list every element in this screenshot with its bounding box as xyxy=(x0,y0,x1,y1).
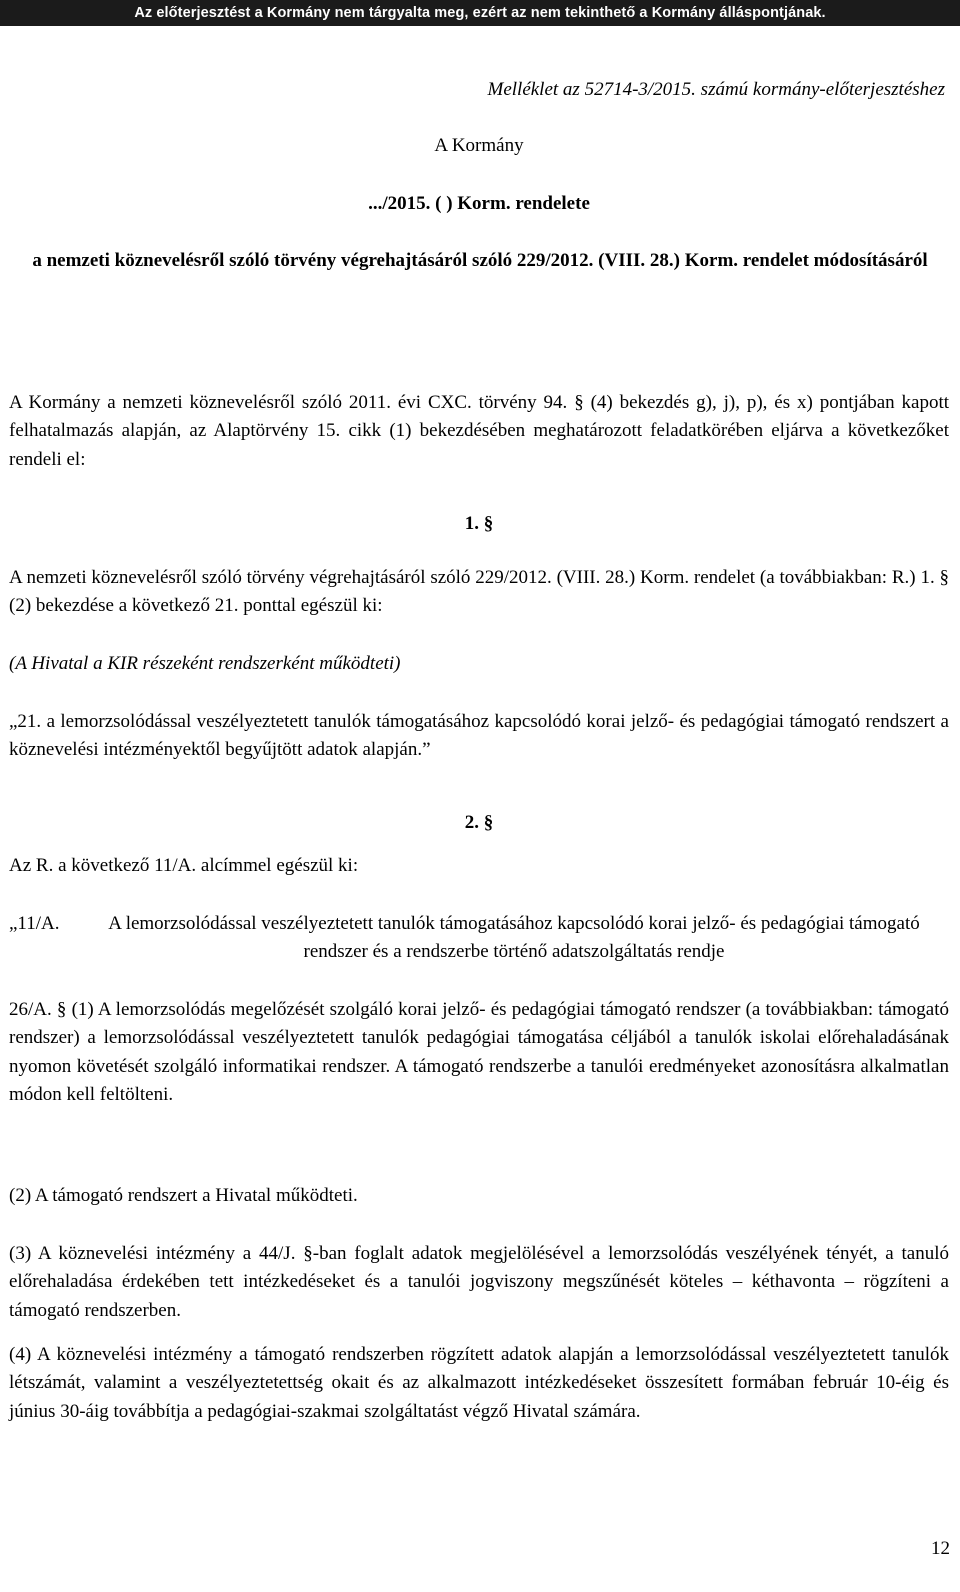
paragraph-26a-1: 26/A. § (1) A lemorzsolódás megelőzését szolgáló korai jelző- és pedagógiai támogató rendszer (a továbbiakban: támogató rendszer) a lemorzsolódással veszélyeztetett tanulók pedagógiai támogatása céljából a tanulók iskolai előrehaladásának nyomon követését szolgáló informatikai rendszer. A támogató rendszerbe a tanulói eredményeket azonosításra alkalmatlan módon kell feltölteni. xyxy=(9,999,949,1106)
preamble: A Kormány a nemzeti köznevelésről szóló 2011. évi CXC. törvény 94. § (4) bekezdés g), j), p), és x) pontjában kapott felhatalmazás alapján, az Alaptörvény 15. cikk (1) bekezdésében meghatározott feladatkörében eljárva a következőket rendeli el: xyxy=(9,392,949,470)
page-number: 12 xyxy=(931,1538,950,1559)
section-1-heading: 1. § xyxy=(464,513,494,534)
paragraph-26a-2: (2) A támogató rendszert a Hivatal működteti. xyxy=(9,1185,358,1206)
section-2-heading: 2. § xyxy=(464,812,494,833)
section-1-context: (A Hivatal a KIR részeként rendszerként működteti) xyxy=(9,653,401,674)
decree-number: .../2015. ( ) Korm. rendelete xyxy=(368,193,590,214)
subtitle-number: „11/A. xyxy=(9,913,60,934)
section-1-quote: „21. a lemorzsolódással veszélyeztetett tanulók támogatásához kapcsolódó korai jelző- és pedagógiai támogató rendszert a köznevelési intézményektől begyűjtött adatok alapján.” xyxy=(9,711,949,761)
paragraph-26a-4: (4) A köznevelési intézmény a támogató rendszerben rögzített adatok alapján a lemorzsolódással veszélyeztetett tanulók létszámát, valamint a veszélyeztetettség okait és az alkalmazott intézkedéseket összesített formában február 10-éig és június 30-áig továbbítja a pedagógiai-szakmai szolgáltatást végző Hivatal számára. xyxy=(9,1344,949,1422)
section-2-intro: Az R. a következő 11/A. alcímmel egészül ki: xyxy=(9,855,359,876)
issuer: A Kormány xyxy=(434,135,524,156)
section-1-intro: A nemzeti köznevelésről szóló törvény végrehajtásáról szóló 229/2012. (VIII. 28.) Korm. rendelet (a továbbiakban: R.) 1. § (2) bekezdése a következő 21. ponttal egészül ki: xyxy=(9,567,949,617)
attachment-note: Melléklet az 52714-3/2015. számú kormány-előterjesztéshez xyxy=(487,79,945,100)
decree-subject: a nemzeti köznevelésről szóló törvény végrehajtásáról szóló 229/2012. (VIII. 28.) Korm. rendelet módosításáról xyxy=(32,250,928,271)
paragraph-26a-3: (3) A köznevelési intézmény a 44/J. §-ban foglalt adatok megjelölésével a lemorzsolódás veszélyének tényét, a tanuló előrehaladása érdekében tett intézkedéseket és a tanulói jogviszony megszűnését köteles – kéthavonta – rögzíteni a támogató rendszerben. xyxy=(9,1243,949,1321)
subtitle-text: A lemorzsolódással veszélyeztetett tanulók támogatásához kapcsolódó korai jelző- és pedagógiai támogató rendszer és a rendszerbe történő adatszolgáltatás rendje xyxy=(108,913,920,963)
disclaimer-header: Az előterjesztést a Kormány nem tárgyalta meg, ezért az nem tekinthető a Kormány álláspontjának. xyxy=(0,0,960,26)
